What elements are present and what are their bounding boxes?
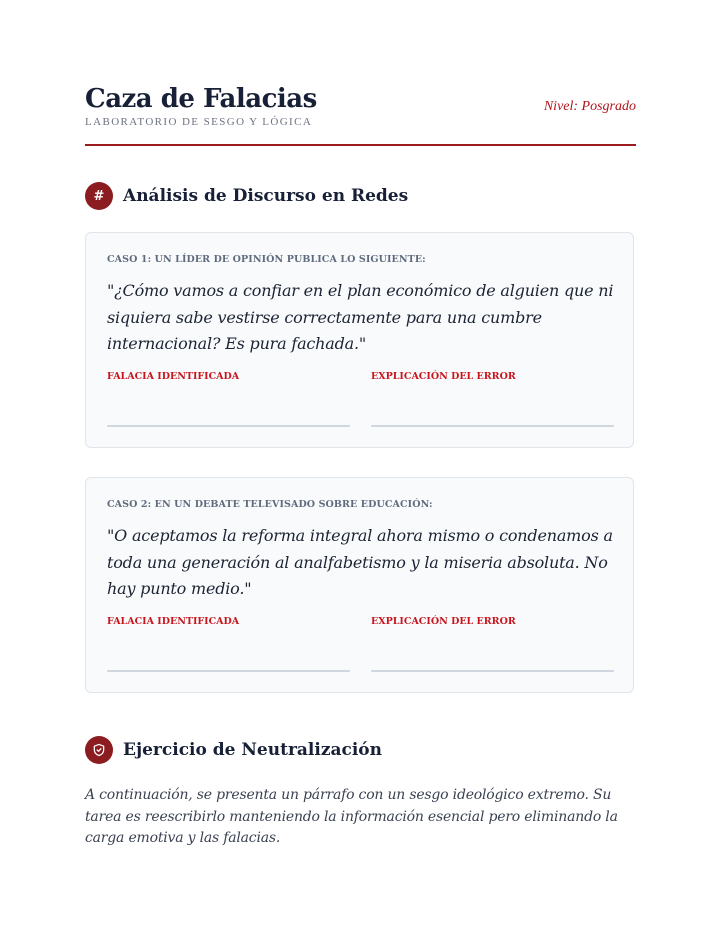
page-subtitle: LABORATORIO DE SESGO Y LÓGICA	[85, 116, 313, 128]
case-quote: "¿Cómo vamos a confiar en el plan económico de alguien que ni siquiera sabe vestirse correctamente para una cumbre internacional? Es pura fachada."	[107, 281, 614, 353]
header-divider	[85, 144, 636, 146]
case-card-2	[85, 477, 634, 693]
header	[85, 0, 636, 146]
explanation-field-label: EXPLICACIÓN DEL ERROR	[371, 371, 516, 382]
case-label: CASO 2: EN UN DEBATE TELEVISADO SOBRE EDUCACIÓN:	[107, 499, 433, 510]
page-title: Caza de Falacias	[85, 84, 317, 114]
level-label: Nivel: Posgrado	[543, 99, 636, 114]
fallacy-field-label: FALACIA IDENTIFICADA	[107, 616, 240, 627]
exercise-intro: A continuación, se presenta un párrafo con un sesgo ideológico extremo. Su tarea es reescribirlo manteniendo la información esencial pero eliminando la carga emotiva y las falacias.	[85, 787, 618, 846]
section-title: Análisis de Discurso en Redes	[123, 186, 409, 206]
fallacy-answer-line[interactable]	[107, 670, 350, 672]
explanation-answer-line[interactable]	[371, 425, 614, 427]
shield-icon	[85, 736, 113, 764]
explanation-field-label: EXPLICACIÓN DEL ERROR	[371, 616, 516, 627]
section-heading-discourse	[85, 182, 408, 210]
section-title: Ejercicio de Neutralización	[123, 740, 383, 760]
fallacy-field-label: FALACIA IDENTIFICADA	[107, 371, 240, 382]
fallacy-answer-line[interactable]	[107, 425, 350, 427]
worksheet-page	[85, 0, 636, 846]
section-heading-neutralization	[85, 736, 382, 764]
case-quote: "O aceptamos la reforma integral ahora mismo o condenamos a toda una generación al analfabetismo y la miseria absoluta. No hay punto medio."	[107, 526, 613, 598]
case-label: CASO 1: UN LÍDER DE OPINIÓN PUBLICA LO SIGUIENTE:	[107, 254, 426, 265]
explanation-answer-line[interactable]	[371, 670, 614, 672]
case-card-1	[85, 232, 634, 448]
hash-glyph: #	[93, 188, 105, 204]
hash-icon	[85, 182, 113, 210]
